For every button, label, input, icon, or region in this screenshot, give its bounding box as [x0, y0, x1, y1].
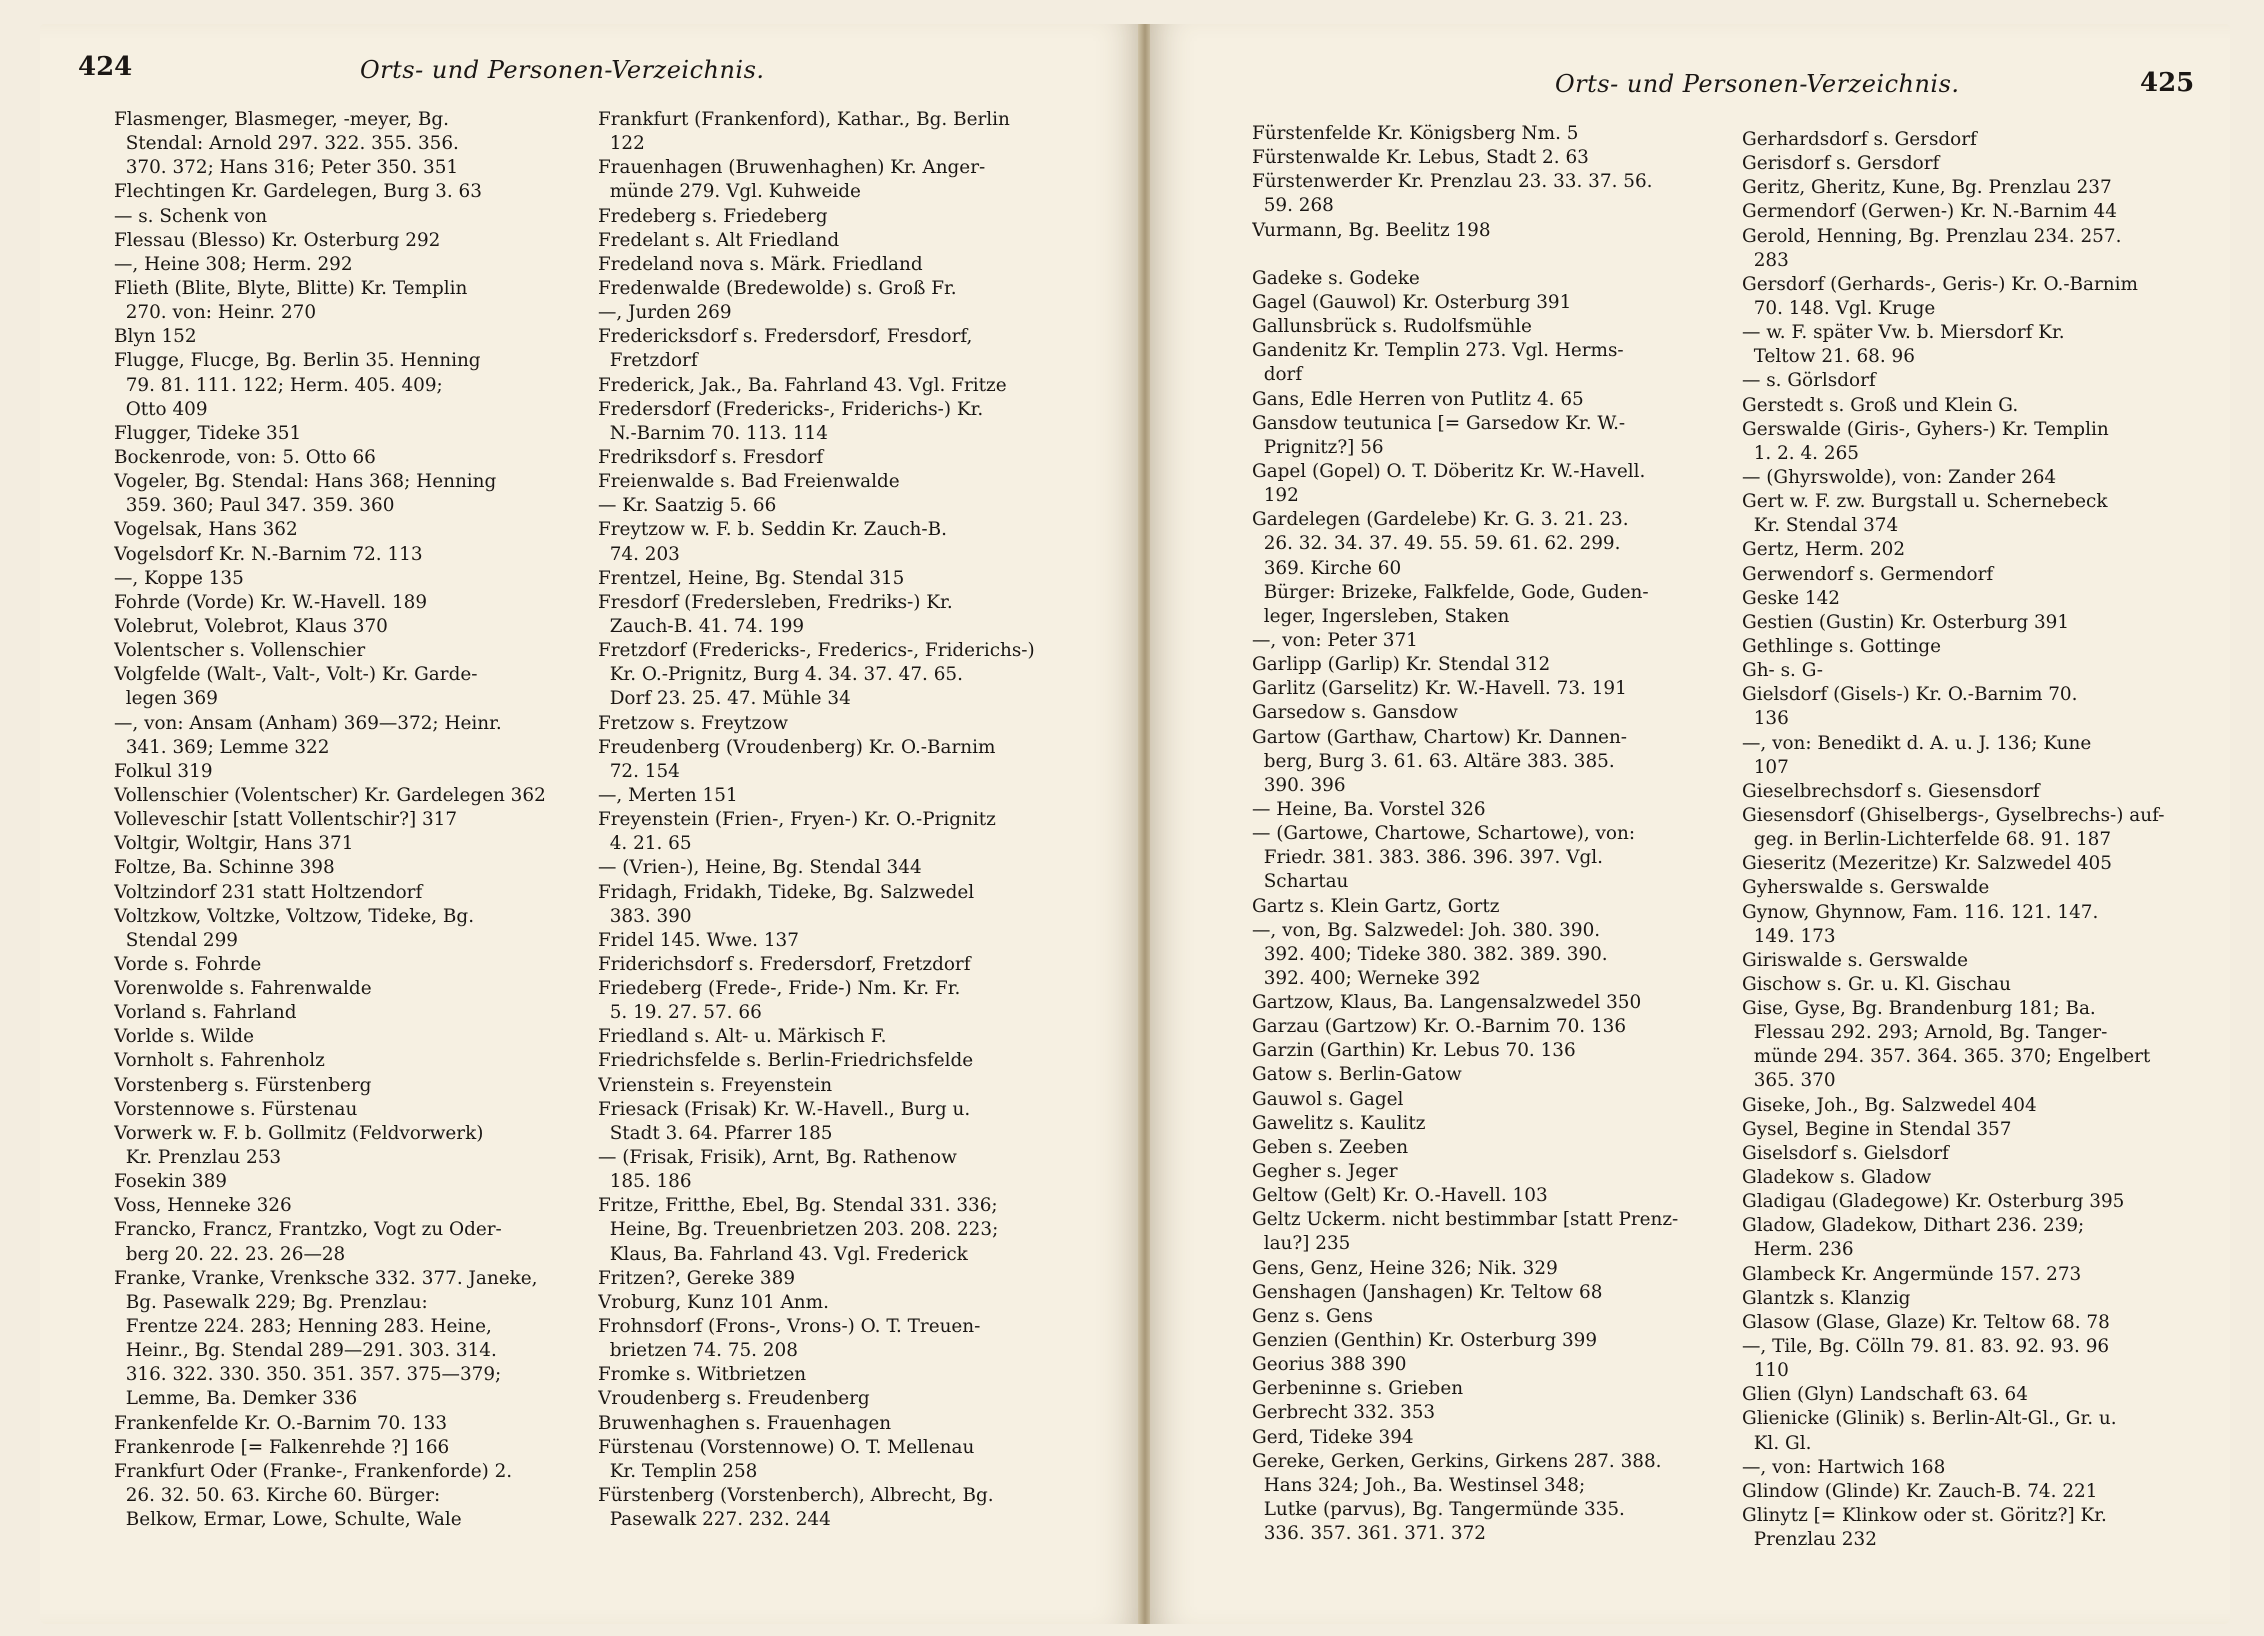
index-entry-line: Vorenwolde s. Fahrenwalde: [114, 978, 372, 1000]
index-entry-line: Vorwerk w. F. b. Gollmitz (Feldvorwerk): [114, 1122, 484, 1144]
index-entry-line: Zauch-B. 41. 74. 199: [598, 615, 805, 637]
index-entry-line: Gartow (Garthaw, Chartow) Kr. Dannen-: [1252, 726, 1628, 748]
index-entry-line: Stendal: Arnold 297. 322. 355. 356.: [114, 133, 459, 155]
index-entry-line: Vurmann, Bg. Beelitz 198: [1252, 219, 1491, 241]
index-column-3: [1252, 122, 1722, 1546]
index-entry-line: Gerold, Henning, Bg. Prenzlau 234. 257.: [1742, 225, 2122, 247]
index-entry-line: Flieth (Blite, Blyte, Blitte) Kr. Templin: [114, 277, 468, 299]
index-column-1: [114, 108, 574, 1532]
index-entry-line: 26. 32. 34. 37. 49. 55. 59. 61. 62. 299.: [1252, 533, 1621, 555]
index-entry-line: legen 369: [114, 688, 218, 710]
index-entry-line: Vorlde s. Wilde: [114, 1026, 254, 1048]
index-entry-line: Vorland s. Fahrland: [114, 1002, 297, 1024]
index-entry-line: Kr. O.-Prignitz, Burg 4. 34. 37. 47. 65.: [598, 664, 963, 686]
index-entry-line: Vorstenberg s. Fürstenberg: [114, 1074, 372, 1096]
index-entry-line: Lutke (parvus), Bg. Tangermünde 335.: [1252, 1499, 1625, 1521]
index-entry-line: Fredeland nova s. Märk. Friedland: [598, 253, 923, 275]
index-entry-line: Garlitz (Garselitz) Kr. W.-Havell. 73. 191: [1252, 678, 1627, 700]
index-entry-line: Gerhardsdorf s. Gersdorf: [1742, 129, 1977, 150]
index-entry-line: Garsedow s. Gansdow: [1252, 702, 1458, 724]
index-entry-line: Friesack (Frisak) Kr. W.-Havell., Burg u.: [598, 1098, 971, 1120]
index-entry-line: Gise, Gyse, Bg. Brandenburg 181; Ba.: [1742, 998, 2096, 1020]
index-entry-line: 283: [1742, 249, 1789, 271]
index-entry-line: 107: [1742, 756, 1789, 778]
index-entry-line: Georius 388 390: [1252, 1354, 1407, 1376]
index-entry-line: 70. 148. Vgl. Kruge: [1742, 297, 1936, 319]
index-entry-line: — (Ghyrswolde), von: Zander 264: [1742, 466, 2057, 488]
index-entry-line: Glien (Glyn) Landschaft 63. 64: [1742, 1384, 2028, 1406]
index-entry-line: 74. 203: [598, 543, 680, 565]
index-entry-line: Fritze, Fritthe, Ebel, Bg. Stendal 331. 336;: [598, 1195, 998, 1217]
index-entry-line: Garzin (Garthin) Kr. Lebus 70. 136: [1252, 1040, 1576, 1062]
index-entry-line: Frentze 224. 283; Henning 283. Heine,: [114, 1316, 492, 1338]
index-entry-line: Gadeke s. Godeke: [1252, 267, 1420, 289]
index-entry-line: Germendorf (Gerwen-) Kr. N.-Barnim 44: [1742, 201, 2117, 223]
index-entry-line: —, Tile, Bg. Cölln 79. 81. 83. 92. 93. 96: [1742, 1336, 2110, 1358]
index-entry-line: Fohrde (Vorde) Kr. W.-Havell. 189: [114, 591, 428, 613]
index-entry-line: 5. 19. 27. 57. 66: [598, 1002, 762, 1024]
right-running-head: Orts- und Personen-Verzeichnis.: [1555, 70, 1960, 98]
index-entry-line: —, von: Benedikt d. A. u. J. 136; Kune: [1742, 732, 2092, 754]
index-entry-line: Gh- s. G-: [1742, 660, 1823, 682]
index-entry-line: Genzien (Genthin) Kr. Osterburg 399: [1252, 1330, 1598, 1352]
index-entry-line: Flasmenger, Blasmeger, -meyer, Bg.: [114, 109, 449, 130]
index-entry-line: Gauwol s. Gagel: [1252, 1088, 1404, 1110]
index-entry-line: 79. 81. 111. 122; Herm. 405. 409;: [114, 374, 443, 396]
index-entry-line: Glasow (Glase, Glaze) Kr. Teltow 68. 78: [1742, 1311, 2110, 1333]
index-entry-line: Otto 409: [114, 398, 208, 420]
index-entry-line: Gerwendorf s. Germendorf: [1742, 563, 1994, 585]
index-entry-line: Voltzkow, Voltzke, Voltzow, Tideke, Bg.: [114, 905, 475, 927]
index-entry-line: Gatow s. Berlin-Gatow: [1252, 1064, 1462, 1086]
index-entry-line: Schartau: [1252, 871, 1349, 893]
index-entry-line: Volleveschir [statt Vollentschir?] 317: [114, 809, 458, 831]
index-entry-line: geg. in Berlin-Lichterfelde 68. 91. 187: [1742, 829, 2112, 851]
index-entry-line: Fredelant s. Alt Friedland: [598, 229, 840, 251]
index-entry-line: Giselsdorf s. Gielsdorf: [1742, 1142, 1949, 1164]
index-entry-line: Fredenwalde (Bredewolde) s. Groß Fr.: [598, 277, 957, 299]
index-entry-line: Friedr. 381. 383. 386. 396. 397. Vgl.: [1252, 847, 1603, 869]
index-entry-line: münde 294. 357. 364. 365. 370; Engelbert: [1742, 1046, 2151, 1068]
index-entry-line: Hans 324; Joh., Ba. Westinsel 348;: [1252, 1474, 1586, 1496]
index-entry-line: Glambeck Kr. Angermünde 157. 273: [1742, 1263, 2082, 1285]
index-entry-line: Frentzel, Heine, Bg. Stendal 315: [598, 567, 905, 589]
index-entry-line: Vollenschier (Volentscher) Kr. Gardelegen 362: [114, 784, 546, 806]
index-entry-line: Gagel (Gauwol) Kr. Osterburg 391: [1252, 291, 1572, 313]
index-entry-line: Folkul 319: [114, 760, 213, 782]
index-entry-line: Glantzk s. Klanzig: [1742, 1287, 1911, 1309]
index-entry-line: Gerswalde (Giris-, Gyhers-) Kr. Templin: [1742, 418, 2109, 440]
index-entry-line: Flugge, Flucge, Bg. Berlin 35. Henning: [114, 350, 481, 372]
index-entry-line: Fürstenberg (Vorstenberch), Albrecht, Bg.: [598, 1485, 994, 1507]
index-entry-line: Vogelsak, Hans 362: [114, 519, 298, 541]
index-entry-line: Vogelsdorf Kr. N.-Barnim 72. 113: [114, 543, 423, 565]
index-entry-line: Gandenitz Kr. Templin 273. Vgl. Herms-: [1252, 340, 1624, 362]
index-entry-line: — (Frisak, Frisik), Arnt, Bg. Rathenow: [598, 1147, 957, 1169]
index-entry-line: — Heine, Ba. Vorstel 326: [1252, 798, 1486, 820]
left-page-number: 424: [78, 52, 133, 82]
index-entry-line: Herm. 236: [1742, 1239, 1854, 1261]
index-entry-line: Dorf 23. 25. 47. Mühle 34: [598, 688, 851, 710]
index-entry-line: Fürstenau (Vorstennowe) O. T. Mellenau: [598, 1436, 975, 1458]
index-entry-line: Gans, Edle Herren von Putlitz 4. 65: [1252, 388, 1584, 410]
index-column-4: [1742, 128, 2212, 1552]
index-entry-line: Geske 142: [1742, 587, 1840, 609]
right-page-number: 425: [2140, 68, 2195, 98]
index-entry-line: Frankenfelde Kr. O.-Barnim 70. 133: [114, 1412, 448, 1434]
index-entry-line: 392. 400; Werneke 392: [1252, 967, 1481, 989]
index-entry-line: Bg. Pasewalk 229; Bg. Prenzlau:: [114, 1291, 428, 1313]
index-entry-line: Fritzen?, Gereke 389: [598, 1267, 796, 1289]
index-entry-line: Gielsdorf (Gisels-) Kr. O.-Barnim 70.: [1742, 684, 2078, 706]
index-entry-line: Flugger, Tideke 351: [114, 422, 302, 444]
index-entry-line: Gladigau (Gladegowe) Kr. Osterburg 395: [1742, 1191, 2125, 1213]
index-entry-line: Glinytz [= Klinkow oder st. Göritz?] Kr.: [1742, 1505, 2107, 1527]
index-entry-line: Voltgir, Woltgir, Hans 371: [114, 833, 354, 855]
index-entry-line: Teltow 21. 68. 96: [1742, 346, 1915, 368]
index-entry-line: Frankfurt Oder (Franke-, Frankenforde) 2.: [114, 1460, 513, 1482]
index-entry-line: Gestien (Gustin) Kr. Osterburg 391: [1742, 611, 2070, 633]
index-entry-line: Garzau (Gartzow) Kr. O.-Barnim 70. 136: [1252, 1016, 1627, 1038]
index-entry-line: Fridagh, Fridakh, Tideke, Bg. Salzwedel: [598, 881, 975, 903]
index-entry-line: Frankfurt (Frankenford), Kathar., Bg. Berlin: [598, 109, 1010, 130]
index-entry-line: Vornholt s. Fahrenholz: [114, 1050, 325, 1072]
index-entry-line: Franke, Vranke, Vrenksche 332. 377. Janeke,: [114, 1267, 538, 1289]
index-entry-line: Fürstenfelde Kr. Königsberg Nm. 5: [1252, 123, 1579, 144]
index-entry-line: Freienwalde s. Bad Freienwalde: [598, 471, 900, 493]
index-entry-line: Blyn 152: [114, 326, 197, 348]
index-entry-line: [1252, 243, 1722, 267]
index-entry-line: Geritz, Gheritz, Kune, Bg. Prenzlau 237: [1742, 177, 2112, 199]
index-entry-line: —, Jurden 269: [598, 302, 732, 324]
index-entry-line: Frankenrode [= Falkenrehde ?] 166: [114, 1436, 450, 1458]
index-column-2: [598, 108, 1124, 1532]
index-entry-line: Friedland s. Alt- u. Märkisch F.: [598, 1026, 887, 1048]
index-entry-line: Francko, Francz, Frantzko, Vogt zu Oder-: [114, 1219, 502, 1241]
index-entry-line: Gieselbrechsdorf s. Giesensdorf: [1742, 780, 2040, 802]
index-entry-line: 122: [598, 133, 645, 155]
index-entry-line: Vorstennowe s. Fürstenau: [114, 1098, 358, 1120]
index-entry-line: Geltz Uckerm. nicht bestimmbar [statt Prenz-: [1252, 1209, 1679, 1231]
index-entry-line: Gansdow teutunica [= Garsedow Kr. W.-: [1252, 412, 1626, 434]
index-entry-line: Gartzow, Klaus, Ba. Langensalzwedel 350: [1252, 992, 1642, 1014]
index-entry-line: Fredericksdorf s. Fredersdorf, Fresdorf,: [598, 326, 973, 348]
index-entry-line: Giseke, Joh., Bg. Salzwedel 404: [1742, 1094, 2037, 1116]
index-entry-line: 185. 186: [598, 1171, 692, 1193]
index-entry-line: 359. 360; Paul 347. 359. 360: [114, 495, 395, 517]
index-entry-line: —, von: Peter 371: [1252, 629, 1418, 651]
index-entry-line: —, Heine 308; Herm. 292: [114, 253, 353, 275]
index-entry-line: Gerbeninne s. Grieben: [1252, 1378, 1464, 1400]
index-entry-line: 383. 390: [598, 905, 692, 927]
index-entry-line: Volgfelde (Walt-, Valt-, Volt-) Kr. Garde-: [114, 664, 478, 686]
index-entry-line: Frederick, Jak., Ba. Fahrland 43. Vgl. Fritze: [598, 374, 1007, 396]
index-entry-line: Friedrichsfelde s. Berlin-Friedrichsfelde: [598, 1050, 974, 1072]
index-entry-line: Gerisdorf s. Gersdorf: [1742, 153, 1940, 175]
index-entry-line: brietzen 74. 75. 208: [598, 1340, 798, 1362]
index-entry-line: Fridel 145. Wwe. 137: [598, 929, 799, 951]
index-entry-line: Gieseritz (Mezeritze) Kr. Salzwedel 405: [1742, 853, 2112, 875]
index-entry-line: Geltow (Gelt) Kr. O.-Havell. 103: [1252, 1185, 1548, 1207]
index-entry-line: Gawelitz s. Kaulitz: [1252, 1112, 1426, 1134]
index-entry-line: Glienicke (Glinik) s. Berlin-Alt-Gl., Gr. u.: [1742, 1408, 2117, 1430]
index-entry-line: Volentscher s. Vollenschier: [114, 640, 366, 662]
index-entry-line: Vogeler, Bg. Stendal: Hans 368; Henning: [114, 471, 497, 493]
index-entry-line: Belkow, Ermar, Lowe, Schulte, Wale: [114, 1509, 462, 1531]
index-entry-line: 316. 322. 330. 350. 351. 357. 375—379;: [114, 1364, 502, 1386]
index-entry-line: — (Vrien-), Heine, Bg. Stendal 344: [598, 857, 922, 879]
index-entry-line: Gynow, Ghynnow, Fam. 116. 121. 147.: [1742, 901, 2099, 923]
index-entry-line: münde 279. Vgl. Kuhweide: [598, 181, 861, 203]
index-entry-line: 4. 21. 65: [598, 833, 692, 855]
index-entry-line: Bockenrode, von: 5. Otto 66: [114, 446, 376, 468]
index-entry-line: Fretzdorf (Fredericks-, Frederics-, Friderichs-): [598, 640, 1035, 662]
index-entry-line: Freudenberg (Vroudenberg) Kr. O.-Barnim: [598, 736, 996, 758]
index-entry-line: berg 20. 22. 23. 26—28: [114, 1243, 346, 1265]
index-entry-line: —, Koppe 135: [114, 567, 244, 589]
index-entry-line: Genz s. Gens: [1252, 1305, 1373, 1327]
index-entry-line: —, von: Hartwich 168: [1742, 1456, 1946, 1478]
index-entry-line: Gyherswalde s. Gerswalde: [1742, 877, 1990, 899]
index-entry-line: Genshagen (Janshagen) Kr. Teltow 68: [1252, 1281, 1603, 1303]
index-entry-line: Gertz, Herm. 202: [1742, 539, 1906, 561]
index-entry-line: Vroburg, Kunz 101 Anm.: [598, 1291, 829, 1313]
index-entry-line: Frohnsdorf (Frons-, Vrons-) O. T. Treuen-: [598, 1316, 981, 1338]
index-entry-line: 59. 268: [1252, 195, 1334, 217]
index-entry-line: Gerbrecht 332. 353: [1252, 1402, 1436, 1424]
index-entry-line: Freyenstein (Frien-, Fryen-) Kr. O.-Prignitz: [598, 809, 996, 831]
index-entry-line: Gert w. F. zw. Burgstall u. Schernebeck: [1742, 491, 2108, 513]
index-entry-line: Kr. Prenzlau 253: [114, 1147, 282, 1169]
index-entry-line: leger, Ingersleben, Staken: [1252, 605, 1510, 627]
index-entry-line: Flessau (Blesso) Kr. Osterburg 292: [114, 229, 441, 251]
index-entry-line: Fürstenwalde Kr. Lebus, Stadt 2. 63: [1252, 147, 1589, 169]
index-entry-line: —, Merten 151: [598, 784, 738, 806]
index-entry-line: Lemme, Ba. Demker 336: [114, 1388, 358, 1410]
index-entry-line: Pasewalk 227. 232. 244: [598, 1509, 831, 1531]
index-entry-line: — s. Schenk von: [114, 205, 268, 227]
index-entry-line: 370. 372; Hans 316; Peter 350. 351: [114, 157, 459, 179]
index-entry-line: — Kr. Saatzig 5. 66: [598, 495, 777, 517]
index-entry-line: Klaus, Ba. Fahrland 43. Vgl. Frederick: [598, 1243, 968, 1265]
index-entry-line: Gysel, Begine in Stendal 357: [1742, 1118, 2012, 1140]
index-entry-line: Stendal 299: [114, 929, 238, 951]
index-entry-line: Fredeberg s. Friedeberg: [598, 205, 828, 227]
index-entry-line: Gethlinge s. Gottinge: [1742, 635, 1941, 657]
index-entry-line: Vorde s. Fohrde: [114, 953, 262, 975]
index-entry-line: Flechtingen Kr. Gardelegen, Burg 3. 63: [114, 181, 482, 203]
index-entry-line: Gegher s. Jeger: [1252, 1161, 1398, 1183]
index-entry-line: lau?] 235: [1252, 1233, 1351, 1255]
index-entry-line: Gereke, Gerken, Gerkins, Girkens 287. 388.: [1252, 1450, 1662, 1472]
index-entry-line: Heine, Bg. Treuenbrietzen 203. 208. 223;: [598, 1219, 999, 1241]
index-entry-line: Gardelegen (Gardelebe) Kr. G. 3. 21. 23.: [1252, 509, 1629, 531]
index-entry-line: Heinr., Bg. Stendal 289—291. 303. 314.: [114, 1340, 497, 1362]
index-entry-line: Voltzindorf 231 statt Holtzendorf: [114, 881, 423, 903]
index-entry-line: Kl. Gl.: [1742, 1432, 1812, 1454]
index-entry-line: Gladow, Gladekow, Dithart 236. 239;: [1742, 1215, 2085, 1237]
index-entry-line: Prignitz?] 56: [1252, 436, 1384, 458]
index-entry-line: dorf: [1252, 364, 1303, 386]
index-entry-line: 392. 400; Tideke 380. 382. 389. 390.: [1252, 943, 1608, 965]
index-entry-line: Gladekow s. Gladow: [1742, 1167, 1932, 1189]
index-entry-line: Bruwenhaghen s. Frauenhagen: [598, 1412, 892, 1434]
index-entry-line: Gersdorf (Gerhards-, Geris-) Kr. O.-Barnim: [1742, 273, 2138, 295]
index-entry-line: 365. 370: [1742, 1070, 1836, 1092]
left-running-head: Orts- und Personen-Verzeichnis.: [360, 56, 765, 84]
index-entry-line: Friedeberg (Frede-, Fride-) Nm. Kr. Fr.: [598, 978, 961, 1000]
index-entry-line: Fretzdorf: [598, 350, 698, 372]
index-entry-line: Gapel (Gopel) O. T. Döberitz Kr. W.-Havell.: [1252, 460, 1646, 482]
index-entry-line: Fresdorf (Fredersleben, Fredriks-) Kr.: [598, 591, 953, 613]
index-entry-line: Fosekin 389: [114, 1171, 227, 1193]
index-entry-line: 1. 2. 4. 265: [1742, 442, 1859, 464]
index-entry-line: Vrienstein s. Freyenstein: [598, 1074, 833, 1096]
index-entry-line: 26. 32. 50. 63. Kirche 60. Bürger:: [114, 1485, 441, 1507]
index-entry-line: Geben s. Zeeben: [1252, 1136, 1409, 1158]
index-entry-line: Stadt 3. 64. Pfarrer 185: [598, 1122, 833, 1144]
index-entry-line: 336. 357. 361. 371. 372: [1252, 1523, 1486, 1545]
index-entry-line: Voss, Henneke 326: [114, 1195, 292, 1217]
index-entry-line: Volebrut, Volebrot, Klaus 370: [114, 615, 388, 637]
index-entry-line: Giesensdorf (Ghiselbergs-, Gyselbrechs-) auf-: [1742, 804, 2165, 826]
index-entry-line: Fürstenwerder Kr. Prenzlau 23. 33. 37. 56.: [1252, 171, 1653, 193]
index-entry-line: 192: [1252, 485, 1299, 507]
index-entry-line: Gischow s. Gr. u. Kl. Gischau: [1742, 973, 2011, 995]
index-entry-line: Prenzlau 232: [1742, 1529, 1877, 1551]
index-entry-line: Garlipp (Garlip) Kr. Stendal 312: [1252, 654, 1551, 676]
index-entry-line: Kr. Templin 258: [598, 1460, 758, 1482]
index-entry-line: 369. Kirche 60: [1252, 557, 1402, 579]
index-entry-line: 110: [1742, 1360, 1789, 1382]
index-entry-line: —, von, Bg. Salzwedel: Joh. 380. 390.: [1252, 919, 1601, 941]
index-entry-line: Flessau 292. 293; Arnold, Bg. Tanger-: [1742, 1022, 2108, 1044]
index-entry-line: Giriswalde s. Gerswalde: [1742, 949, 1968, 971]
index-entry-line: — (Gartowe, Chartowe, Schartowe), von:: [1252, 823, 1636, 845]
index-entry-line: 136: [1742, 708, 1789, 730]
index-entry-line: Vroudenberg s. Freudenberg: [598, 1388, 870, 1410]
index-entry-line: — s. Görlsdorf: [1742, 370, 1876, 392]
index-entry-line: 390. 396: [1252, 774, 1346, 796]
index-entry-line: Freytzow w. F. b. Seddin Kr. Zauch-B.: [598, 519, 947, 541]
index-entry-line: Friderichsdorf s. Fredersdorf, Fretzdorf: [598, 953, 971, 975]
index-entry-line: berg, Burg 3. 61. 63. Altäre 383. 385.: [1252, 750, 1615, 772]
index-entry-line: Fredersdorf (Fredericks-, Friderichs-) Kr.: [598, 398, 984, 420]
index-entry-line: Fretzow s. Freytzow: [598, 712, 789, 734]
index-entry-line: — w. F. später Vw. b. Miersdorf Kr.: [1742, 322, 2065, 344]
index-entry-line: Glindow (Glinde) Kr. Zauch-B. 74. 221: [1742, 1480, 2098, 1502]
index-entry-line: Gerd, Tideke 394: [1252, 1426, 1414, 1448]
index-entry-line: N.-Barnim 70. 113. 114: [598, 422, 828, 444]
index-entry-line: Foltze, Ba. Schinne 398: [114, 857, 335, 879]
index-entry-line: 149. 173: [1742, 925, 1836, 947]
index-entry-line: Frauenhagen (Bruwenhaghen) Kr. Anger-: [598, 157, 986, 179]
index-entry-line: 270. von: Heinr. 270: [114, 302, 317, 324]
index-entry-line: 341. 369; Lemme 322: [114, 736, 330, 758]
index-entry-line: Gerstedt s. Groß und Klein G.: [1742, 394, 2019, 416]
index-entry-line: Gartz s. Klein Gartz, Gortz: [1252, 895, 1500, 917]
index-entry-line: Gallunsbrück s. Rudolfsmühle: [1252, 316, 1532, 338]
index-entry-line: 72. 154: [598, 760, 680, 782]
index-entry-line: Gens, Genz, Heine 326; Nik. 329: [1252, 1257, 1558, 1279]
index-entry-line: —, von: Ansam (Anham) 369—372; Heinr.: [114, 712, 502, 734]
index-entry-line: Fromke s. Witbrietzen: [598, 1364, 807, 1386]
index-entry-line: Bürger: Brizeke, Falkfelde, Gode, Guden-: [1252, 581, 1649, 603]
index-entry-line: Fredriksdorf s. Fresdorf: [598, 446, 824, 468]
index-entry-line: Kr. Stendal 374: [1742, 515, 1899, 537]
